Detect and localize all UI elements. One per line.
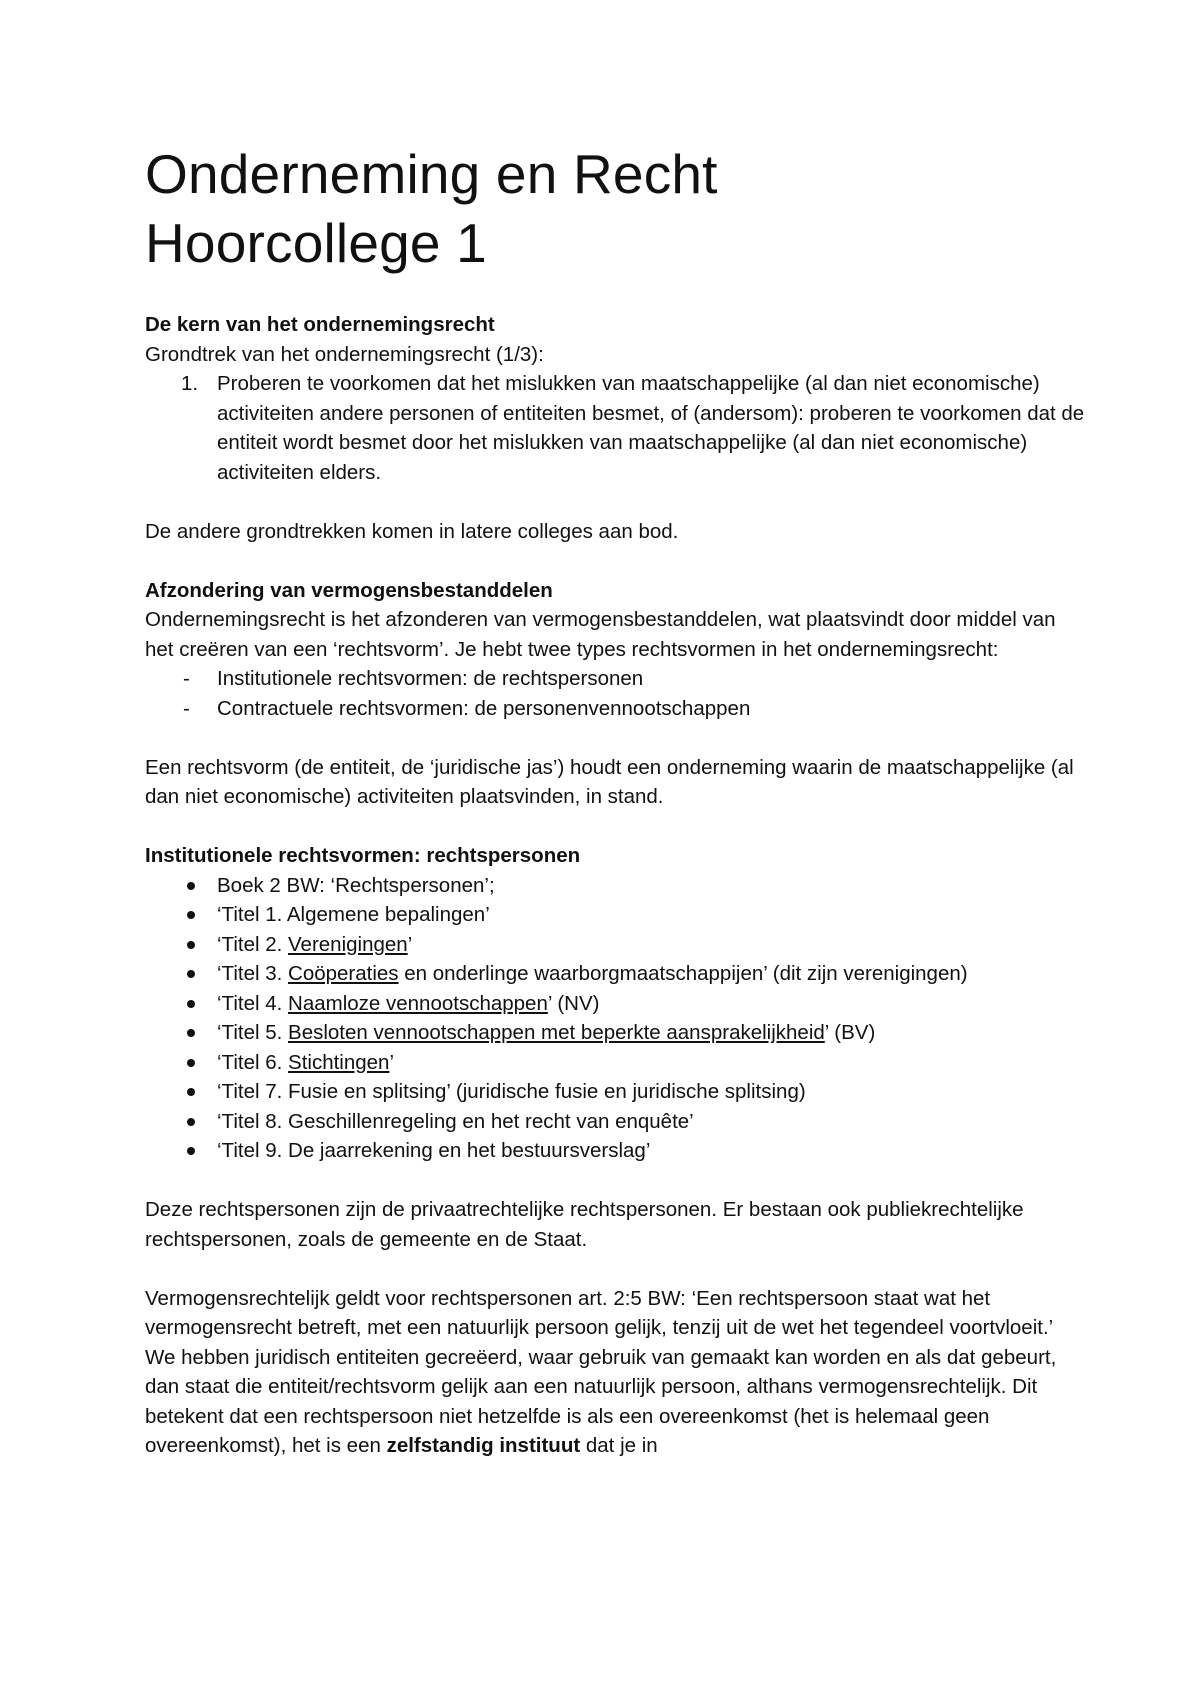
- paragraph-text-after: dat je in: [580, 1434, 658, 1457]
- bold-term: zelfstandig instituut: [386, 1434, 581, 1457]
- underlined-term: Coöperaties: [288, 962, 399, 985]
- section1-intro: Grondtrek van het ondernemingsrecht (1/3):: [145, 342, 544, 366]
- bullet-list-item: [145, 1107, 1085, 1137]
- bullet-list-item: [145, 1077, 1085, 1107]
- underlined-term: Verenigingen: [288, 932, 408, 956]
- title-line-2: Hoorcollege 1: [145, 212, 487, 274]
- bullet-dot-icon: [187, 1118, 195, 1126]
- underlined-term: Stichtingen: [288, 1050, 390, 1074]
- section-heading-kern: De kern van het ondernemingsrecht: [145, 313, 495, 336]
- bullet-list-item: [145, 959, 1085, 989]
- bullet-dot-icon: [187, 1059, 195, 1067]
- bullet-list-item: [145, 1136, 1085, 1166]
- bullet-list-item: [145, 1048, 1085, 1078]
- bullet-dot-icon: [187, 911, 195, 919]
- dash-marker: -: [183, 667, 190, 690]
- item-text-after: ’ (NV): [547, 991, 600, 1015]
- bullet-list-item: [145, 900, 1085, 930]
- title-line-1: Onderneming en Recht: [145, 143, 718, 205]
- dash-list: [145, 664, 1085, 723]
- item-text: ‘Titel 2.: [217, 932, 289, 956]
- bullet-list: [145, 871, 1085, 1166]
- section2-paragraph: Ondernemingsrecht is het afzonderen van vermogensbestanddelen, wat plaatsvindt door middel van het creëren van een ‘rechtsvorm’. Je hebt twee types rechtsvormen in het ondernemingsrecht:: [145, 608, 1056, 661]
- item-text-after: ’: [407, 932, 413, 956]
- item-text: ‘Titel 7. Fusie en splitsing’ (juridische fusie en juridische splitsing): [217, 1080, 806, 1103]
- bullet-dot-icon: [187, 1088, 195, 1096]
- item-text: ‘Titel 9. De jaarrekening en het bestuursverslag’: [217, 1139, 651, 1162]
- item-text-after: ’: [389, 1050, 395, 1074]
- document-body: [145, 140, 1085, 1461]
- bullet-dot-icon: [187, 882, 195, 890]
- dash-marker: -: [183, 696, 190, 720]
- item-text-after: ’ (BV): [824, 1021, 876, 1044]
- section-heading-afzondering: Afzondering van vermogensbestanddelen: [145, 578, 553, 602]
- bullet-list-item: [145, 1018, 1085, 1048]
- item-text: ‘Titel 5.: [217, 1021, 289, 1044]
- list-number: 1.: [181, 372, 199, 395]
- section-heading-institutionele: Institutionele rechtsvormen: rechtspersonen: [145, 844, 581, 867]
- list-item-text: Proberen te voorkomen dat het mislukken van maatschappelijke (al dan niet economische) activiteiten andere personen of entiteiten besmet, of (andersom): proberen te voorkomen dat de entiteit wordt besmet door het mislukken van maatschappelijke (al dan niet economische) activiteiten elders.: [217, 372, 1085, 484]
- bullet-dot-icon: [187, 1147, 195, 1155]
- section4-paragraph1: Vermogensrechtelijk geldt voor rechtspersonen art. 2:5 BW: ‘Een rechtspersoon staat wat het vermogensrecht betreft, met een natuurlijk persoon gelijk, tenzij uit de wet het tegendeel voortvloeit.’: [145, 1286, 1054, 1339]
- bullet-dot-icon: [187, 970, 195, 978]
- underlined-term: Naamloze vennootschappen: [288, 991, 548, 1015]
- item-text: ‘Titel 6.: [217, 1050, 289, 1074]
- item-text: ‘Titel 8. Geschillenregeling en het recht van enquête’: [217, 1109, 694, 1133]
- section1-outro: De andere grondtrekken komen in latere colleges aan bod.: [145, 519, 679, 543]
- item-text: ‘Titel 4.: [217, 991, 289, 1015]
- paragraph-text: We hebben juridisch entiteiten gecreëerd, waar gebruik van gemaakt kan worden en als dat gebeurt, dan staat die entiteit/rechtsvorm gelijk aan een natuurlijk persoon, althans vermogensrechtelijk. Dit betekent dat een rechtspersoon niet hetzelfde is als een overeenkomst (het is helemaal geen overeenkomst), het is een: [145, 1345, 1057, 1457]
- bullet-list-item: [145, 930, 1085, 960]
- item-text-after: en onderlinge waarborgmaatschappijen’ (dit zijn verenigingen): [398, 962, 968, 985]
- section4-paragraph2: [145, 1343, 1085, 1461]
- bullet-dot-icon: [187, 1029, 195, 1037]
- bullet-dot-icon: [187, 941, 195, 949]
- numbered-list-item: [145, 369, 1085, 487]
- section3-after: Deze rechtspersonen zijn de privaatrechtelijke rechtspersonen. Er bestaan ook publiekrechtelijke rechtspersonen, zoals de gemeente en de Staat.: [145, 1198, 1024, 1251]
- item-text: Boek 2 BW: ‘Rechtspersonen’;: [217, 873, 495, 897]
- document-title: [145, 140, 1085, 278]
- bullet-list-item: [145, 871, 1085, 901]
- section2-closing: Een rechtsvorm (de entiteit, de ‘juridische jas’) houdt een onderneming waarin de maatschappelijke (al dan niet economische) activiteiten plaatsvinden, in stand.: [145, 755, 1074, 808]
- underlined-term: Besloten vennootschappen met beperkte aansprakelijkheid: [288, 1021, 825, 1044]
- list-item-text: Institutionele rechtsvormen: de rechtspersonen: [217, 667, 644, 690]
- dash-list-item: [145, 694, 1085, 724]
- list-item-text: Contractuele rechtsvormen: de personenvennootschappen: [217, 696, 751, 720]
- item-text: ‘Titel 3.: [217, 962, 289, 985]
- item-text: ‘Titel 1. Algemene bepalingen’: [217, 903, 490, 926]
- bullet-list-item: [145, 989, 1085, 1019]
- bullet-dot-icon: [187, 1000, 195, 1008]
- numbered-list: [145, 369, 1085, 487]
- dash-list-item: [145, 664, 1085, 694]
